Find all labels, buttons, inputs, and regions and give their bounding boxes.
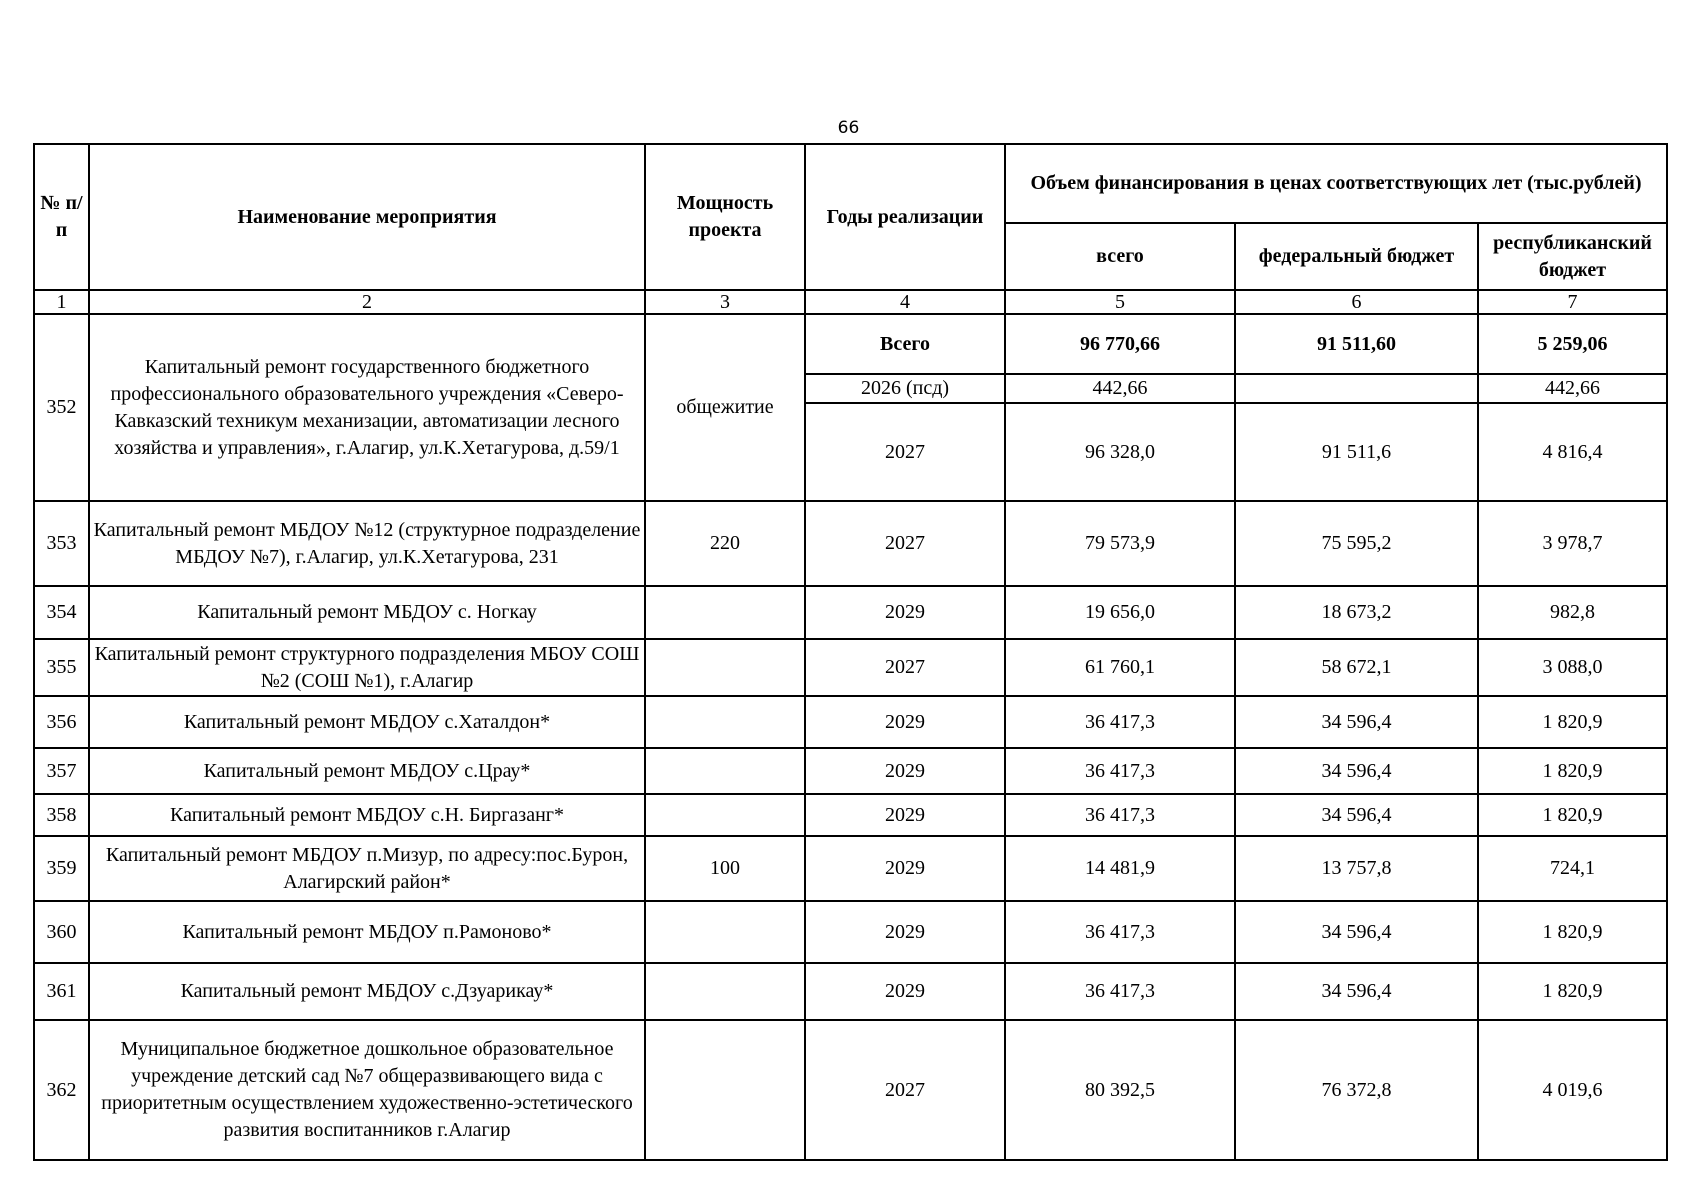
total-value: 79 573,9 — [1005, 501, 1235, 586]
year: Всего — [805, 314, 1005, 374]
header-capacity: Мощность проекта — [645, 144, 805, 290]
total-value: 19 656,0 — [1005, 586, 1235, 639]
row-number: 356 — [34, 696, 89, 748]
event-name: Капитальный ремонт МБДОУ №12 (структурное подразделение МБДОУ №7), г.Алагир, ул.К.Хетагурова, 231 — [89, 501, 645, 586]
row-number: 362 — [34, 1020, 89, 1160]
republic-value: 1 820,9 — [1478, 901, 1667, 963]
republic-value: 5 259,06 — [1478, 314, 1667, 374]
table-row — [34, 696, 1667, 748]
capacity — [645, 1020, 805, 1160]
total-value: 36 417,3 — [1005, 748, 1235, 794]
header-financing: Объем финансирования в ценах соответствующих лет (тыс.рублей) — [1005, 144, 1667, 223]
event-name: Капитальный ремонт МБДОУ п.Мизур, по адресу:пос.Бурон, Алагирский район* — [89, 836, 645, 901]
federal-value: 58 672,1 — [1235, 639, 1478, 696]
capacity — [645, 901, 805, 963]
row-number: 359 — [34, 836, 89, 901]
table-row — [34, 794, 1667, 836]
year: 2027 — [805, 403, 1005, 501]
capacity — [645, 748, 805, 794]
table-row — [34, 586, 1667, 639]
column-number: 7 — [1478, 290, 1667, 314]
republic-value: 982,8 — [1478, 586, 1667, 639]
republic-value: 1 820,9 — [1478, 794, 1667, 836]
total-value: 36 417,3 — [1005, 696, 1235, 748]
header-num: № п/п — [34, 144, 89, 290]
total-value: 96 328,0 — [1005, 403, 1235, 501]
republic-value: 4 816,4 — [1478, 403, 1667, 501]
header-years: Годы реализации — [805, 144, 1005, 290]
year: 2029 — [805, 836, 1005, 901]
federal-value: 34 596,4 — [1235, 748, 1478, 794]
row-number: 353 — [34, 501, 89, 586]
year: 2029 — [805, 586, 1005, 639]
row-number: 358 — [34, 794, 89, 836]
column-number: 6 — [1235, 290, 1478, 314]
total-value: 36 417,3 — [1005, 963, 1235, 1020]
row-number: 355 — [34, 639, 89, 696]
event-name: Капитальный ремонт МБДОУ с. Ногкау — [89, 586, 645, 639]
event-name: Капитальный ремонт МБДОУ с.Н. Биргазанг* — [89, 794, 645, 836]
event-name: Муниципальное бюджетное дошкольное образовательное учреждение детский сад №7 общеразвивающего вида с приоритетным осуществлением художественно-эстетического развития воспитанников г.Алагир — [89, 1020, 645, 1160]
capacity: 100 — [645, 836, 805, 901]
capacity — [645, 586, 805, 639]
column-number: 1 — [34, 290, 89, 314]
column-number: 4 — [805, 290, 1005, 314]
republic-value: 4 019,6 — [1478, 1020, 1667, 1160]
table-row — [34, 1020, 1667, 1160]
event-name: Капитальный ремонт МБДОУ с.Дзуарикау* — [89, 963, 645, 1020]
total-value: 442,66 — [1005, 374, 1235, 403]
federal-value: 91 511,60 — [1235, 314, 1478, 374]
total-value: 96 770,66 — [1005, 314, 1235, 374]
federal-value: 91 511,6 — [1235, 403, 1478, 501]
year: 2029 — [805, 963, 1005, 1020]
table-row — [34, 901, 1667, 963]
total-value: 14 481,9 — [1005, 836, 1235, 901]
event-name: Капитальный ремонт государственного бюджетного профессионального образовательного учреждения «Северо-Кавказский техникум механизации, автоматизации лесного хозяйства и управления», г.Алагир, ул.К.Хетагурова, д.59/1 — [89, 314, 645, 501]
page-number: 66 — [837, 118, 860, 138]
federal-value: 75 595,2 — [1235, 501, 1478, 586]
column-number: 5 — [1005, 290, 1235, 314]
year: 2027 — [805, 501, 1005, 586]
year: 2029 — [805, 748, 1005, 794]
year: 2029 — [805, 901, 1005, 963]
event-name: Капитальный ремонт МБДОУ с.Хаталдон* — [89, 696, 645, 748]
row-number: 361 — [34, 963, 89, 1020]
total-value: 80 392,5 — [1005, 1020, 1235, 1160]
total-value: 36 417,3 — [1005, 794, 1235, 836]
column-number: 3 — [645, 290, 805, 314]
year: 2029 — [805, 696, 1005, 748]
total-value: 36 417,3 — [1005, 901, 1235, 963]
table-row — [34, 314, 1667, 374]
republic-value: 724,1 — [1478, 836, 1667, 901]
republic-value: 1 820,9 — [1478, 748, 1667, 794]
header-federal: федеральный бюджет — [1235, 223, 1478, 290]
federal-value: 34 596,4 — [1235, 696, 1478, 748]
republic-value: 3 978,7 — [1478, 501, 1667, 586]
column-number: 2 — [89, 290, 645, 314]
table-row — [34, 501, 1667, 586]
table-row — [34, 639, 1667, 696]
year: 2027 — [805, 1020, 1005, 1160]
column-number-row — [34, 290, 1667, 314]
capacity: 220 — [645, 501, 805, 586]
capacity: общежитие — [645, 314, 805, 501]
total-value: 61 760,1 — [1005, 639, 1235, 696]
federal-value: 13 757,8 — [1235, 836, 1478, 901]
federal-value: 76 372,8 — [1235, 1020, 1478, 1160]
header-row-top — [34, 144, 1667, 223]
capacity — [645, 639, 805, 696]
event-name: Капитальный ремонт МБДОУ с.Црау* — [89, 748, 645, 794]
federal-value: 34 596,4 — [1235, 794, 1478, 836]
row-number: 354 — [34, 586, 89, 639]
capacity — [645, 696, 805, 748]
row-number: 352 — [34, 314, 89, 501]
table-row — [34, 836, 1667, 901]
header-republic: республиканский бюджет — [1478, 223, 1667, 290]
header-total: всего — [1005, 223, 1235, 290]
capacity — [645, 794, 805, 836]
year: 2026 (псд) — [805, 374, 1005, 403]
financing-table — [33, 143, 1668, 1161]
table-row — [34, 748, 1667, 794]
republic-value: 1 820,9 — [1478, 963, 1667, 1020]
federal-value — [1235, 374, 1478, 403]
capacity — [645, 963, 805, 1020]
republic-value: 3 088,0 — [1478, 639, 1667, 696]
table-row — [34, 963, 1667, 1020]
republic-value: 1 820,9 — [1478, 696, 1667, 748]
federal-value: 34 596,4 — [1235, 963, 1478, 1020]
federal-value: 34 596,4 — [1235, 901, 1478, 963]
year: 2027 — [805, 639, 1005, 696]
federal-value: 18 673,2 — [1235, 586, 1478, 639]
event-name: Капитальный ремонт структурного подразделения МБОУ СОШ №2 (СОШ №1), г.Алагир — [89, 639, 645, 696]
year: 2029 — [805, 794, 1005, 836]
header-name: Наименование мероприятия — [89, 144, 645, 290]
event-name: Капитальный ремонт МБДОУ п.Рамоново* — [89, 901, 645, 963]
republic-value: 442,66 — [1478, 374, 1667, 403]
row-number: 360 — [34, 901, 89, 963]
row-number: 357 — [34, 748, 89, 794]
